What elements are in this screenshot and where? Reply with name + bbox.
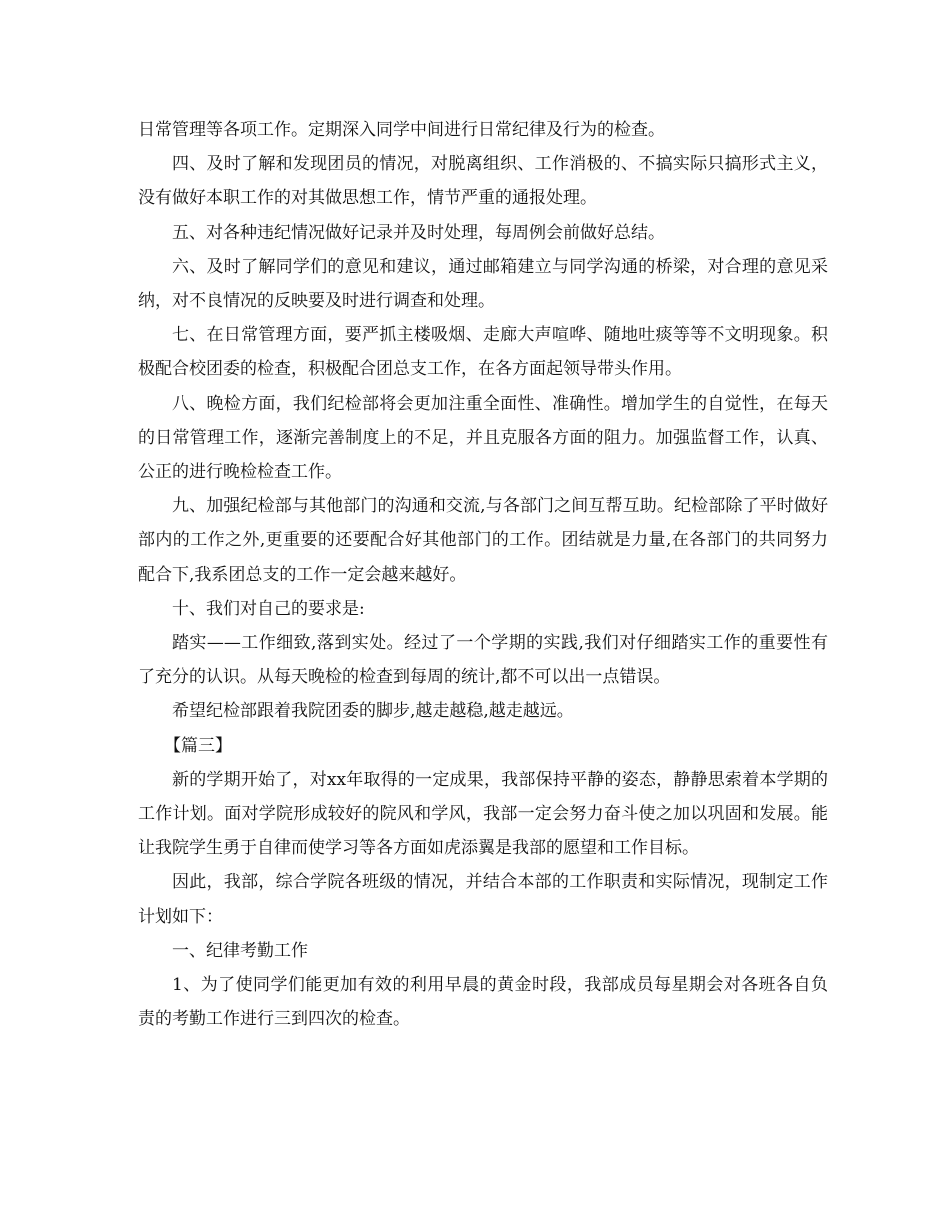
- document-body: [138, 113, 828, 1036]
- paragraph-14: 1、为了使同学们能更加有效的利用早晨的黄金时段，我部成员每星期会对各班各自负责的考勤工作进行三到四次的检查。: [138, 975, 828, 1030]
- section-heading: 【篇三】: [164, 735, 232, 756]
- paragraph-13: 一、纪律考勤工作: [172, 940, 308, 961]
- paragraph-8: 十、我们对自己的要求是:: [172, 598, 365, 619]
- paragraph-1: 日常管理等各项工作。定期深入同学中间进行日常纪律及行为的检查。: [138, 120, 665, 140]
- paragraph-12: 因此，我部，综合学院各班级的情况，并结合本部的工作职责和实际情况，现制定工作计划如下：: [138, 872, 828, 927]
- paragraph-5: 七、在日常管理方面，要严抓主楼吸烟、走廊大声喧哗、随地吐痰等等不文明现象。积极配合校团委的检查，积极配合团总支工作，在各方面起领导带头作用。: [138, 325, 828, 380]
- paragraph-10: 希望纪检部跟着我院团委的脚步,越走越稳,越走越远。: [172, 701, 574, 722]
- paragraph-3: 五、对各种违纪情况做好记录并及时处理，每周例会前做好总结。: [172, 222, 665, 243]
- paragraph-9: 踏实——工作细致,落到实处。经过了一个学期的实践,我们对仔细踏实工作的重要性有了充分的认识。从每天晚检的检查到每周的统计,都不可以出一点错误。: [138, 633, 828, 688]
- paragraph-4: 六、及时了解同学们的意见和建议，通过邮箱建立与同学沟通的桥梁，对合理的意见采纳，对不良情况的反映要及时进行调查和处理。: [138, 256, 828, 312]
- paragraph-2: 四、及时了解和发现团员的情况，对脱离组织、工作消极的、不搞实际只搞形式主义，没有做好本职工作的对其做思想工作，情节严重的通报处理。: [138, 154, 828, 209]
- paragraph-11: 新的学期开始了，对xx年取得的一定成果，我部保持平静的姿态，静静思索着本学期的工作计划。面对学院形成较好的院风和学风，我部一定会努力奋斗使之加以巩固和发展。能让我院学生勇于自律而使学习等各方面如虎添翼是我部的愿望和工作目标。: [138, 769, 828, 859]
- paragraph-7: 九、加强纪检部与其他部门的沟通和交流,与各部门之间互帮互助。纪检部除了平时做好部内的工作之外,更重要的还要配合好其他部门的工作。团结就是力量,在各部门的共同努力配合下,我系团总支的工作一定会越来越好。: [138, 496, 828, 585]
- paragraph-6: 八、晚检方面，我们纪检部将会更加注重全面性、准确性。增加学生的自觉性，在每天的日常管理工作，逐渐完善制度上的不足，并且克服各方面的阻力。加强监督工作，认真、公正的进行晚检检查工作。: [138, 393, 828, 483]
